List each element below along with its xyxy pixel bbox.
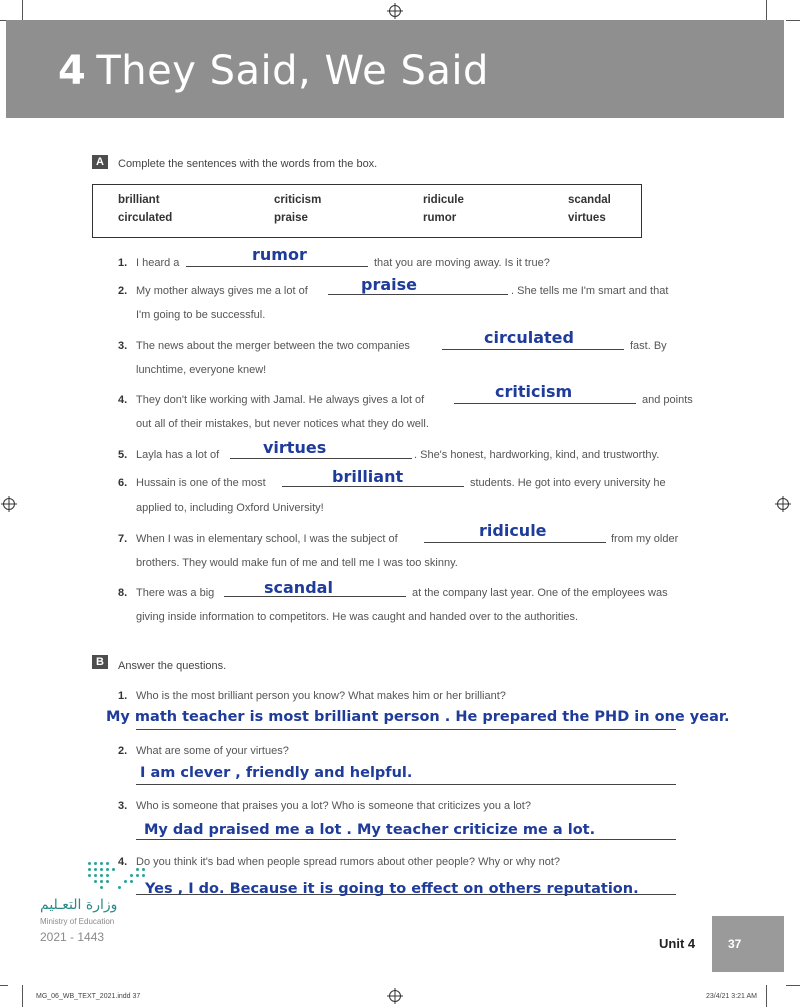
answer-blank [454,403,636,404]
sentence-text: Layla has a lot of [136,449,220,461]
print-slug-file: MG_06_WB_TEXT_2021.indd 37 [36,993,141,1000]
item-number: 7. [118,533,128,545]
question-number: 2. [118,745,128,757]
sentence-text: fast. By [630,340,667,352]
sentence-text: I'm going to be successful. [136,309,266,321]
question-text: What are some of your virtues? [136,745,289,757]
ministry-name-english: Ministry of Education [40,917,115,926]
crop-mark [22,0,23,22]
crop-mark [766,985,767,1007]
answer-blank [186,266,368,267]
handwritten-answer[interactable]: Yes , I do. Because it is going to effect on others reputation. [145,881,639,897]
answer-blank [328,294,508,295]
crop-mark [766,0,767,22]
answer-line [136,839,676,840]
sentence-text: applied to, including Oxford University! [136,502,324,514]
word-box-word: ridicule [423,194,464,206]
item-number: 2. [118,285,128,297]
chapter-title-text: They Said, We Said [96,48,489,94]
handwritten-answer[interactable]: criticism [495,382,573,401]
answer-blank [442,349,624,350]
crop-mark [0,985,8,986]
sentence-text: I heard a [136,257,180,269]
page-number-box [712,916,784,972]
sentence-text: students. He got into every university he [470,477,666,489]
question-number: 4. [118,856,128,868]
sentence-text: from my older [611,533,679,545]
sentence-text: and points [642,394,693,406]
item-number: 8. [118,587,128,599]
answer-line [136,729,676,730]
print-slug-date: 23/4/21 3:21 AM [706,993,757,1000]
question-text: Who is someone that praises you a lot? Who is someone that criticizes you a lot? [136,800,531,812]
sentence-text: There was a big [136,587,215,599]
word-box-word: virtues [568,212,606,224]
sentence-text: at the company last year. One of the employees was [412,587,668,599]
sentence-text: giving inside information to competitors. He was caught and handed over to the authorities. [136,611,579,623]
answer-blank [282,486,464,487]
handwritten-answer[interactable]: ridicule [479,521,547,540]
registration-mark-icon [3,498,15,510]
sentence-text: lunchtime, everyone knew! [136,364,267,376]
page-number: 37 [728,937,742,951]
handwritten-answer[interactable]: My dad praised me a lot . My teacher criticize me a lot. [144,822,596,838]
ministry-name-arabic: وزارة التعـليم [40,897,118,913]
chapter-title [58,48,489,94]
sentence-text: that you are moving away. Is it true? [374,257,550,269]
handwritten-answer[interactable]: virtues [263,438,327,457]
answer-blank [424,542,606,543]
word-box-word: praise [274,212,308,224]
item-number: 1. [118,257,128,269]
word-box-word: circulated [118,212,173,224]
item-number: 5. [118,449,128,461]
item-number: 3. [118,340,128,352]
section-b-instruction: Answer the questions. [118,660,227,672]
handwritten-answer[interactable]: praise [361,275,417,294]
sentence-text: They don't like working with Jamal. He always gives a lot of [136,394,425,406]
handwritten-answer[interactable]: My math teacher is most brilliant person . He prepared the PHD in one year. [106,709,730,725]
word-box-word: scandal [568,194,611,206]
registration-mark-icon [389,990,401,1002]
handwritten-answer[interactable]: I am clever , friendly and helpful. [140,765,413,781]
crop-mark [786,985,800,986]
answer-blank [230,458,412,459]
word-box-word: brilliant [118,194,160,206]
crop-mark [786,20,800,21]
sentence-text: The news about the merger between the two companies [136,340,410,352]
sentence-text: Hussain is one of the most [136,477,266,489]
sentence-text: My mother always gives me a lot of [136,285,308,297]
registration-mark-icon [777,498,789,510]
question-text: Who is the most brilliant person you know? What makes him or her brilliant? [136,690,506,702]
sentence-text: When I was in elementary school, I was the subject of [136,533,398,545]
sentence-text: brothers. They would make fun of me and tell me I was too skinny. [136,557,458,569]
section-a-letter: A [92,155,108,169]
handwritten-answer[interactable]: circulated [484,328,574,347]
sentence-text: out all of their mistakes, but never notices what they do well. [136,418,429,430]
handwritten-answer[interactable]: brilliant [332,467,404,486]
section-a-instruction: Complete the sentences with the words from the box. [118,158,378,170]
section-b-letter: B [92,655,108,669]
ministry-logo-icon [88,858,148,896]
academic-year: 2021 - 1443 [40,930,105,944]
item-number: 6. [118,477,128,489]
sentence-text: . She's honest, hardworking, kind, and trustworthy. [414,449,660,461]
question-number: 1. [118,690,128,702]
word-box-word: criticism [274,194,322,206]
crop-mark [22,985,23,1007]
handwritten-answer[interactable]: scandal [264,578,333,597]
word-box [92,184,642,238]
word-box-word: rumor [423,212,457,224]
answer-line [136,784,676,785]
handwritten-answer[interactable]: rumor [252,245,307,264]
chapter-number: 4 [58,48,87,94]
sentence-text: . She tells me I'm smart and that [511,285,669,297]
question-number: 3. [118,800,128,812]
unit-label: Unit 4 [659,936,696,951]
item-number: 4. [118,394,128,406]
question-text: Do you think it's bad when people spread rumors about other people? Why or why not? [136,856,561,868]
registration-mark-icon [389,5,401,17]
